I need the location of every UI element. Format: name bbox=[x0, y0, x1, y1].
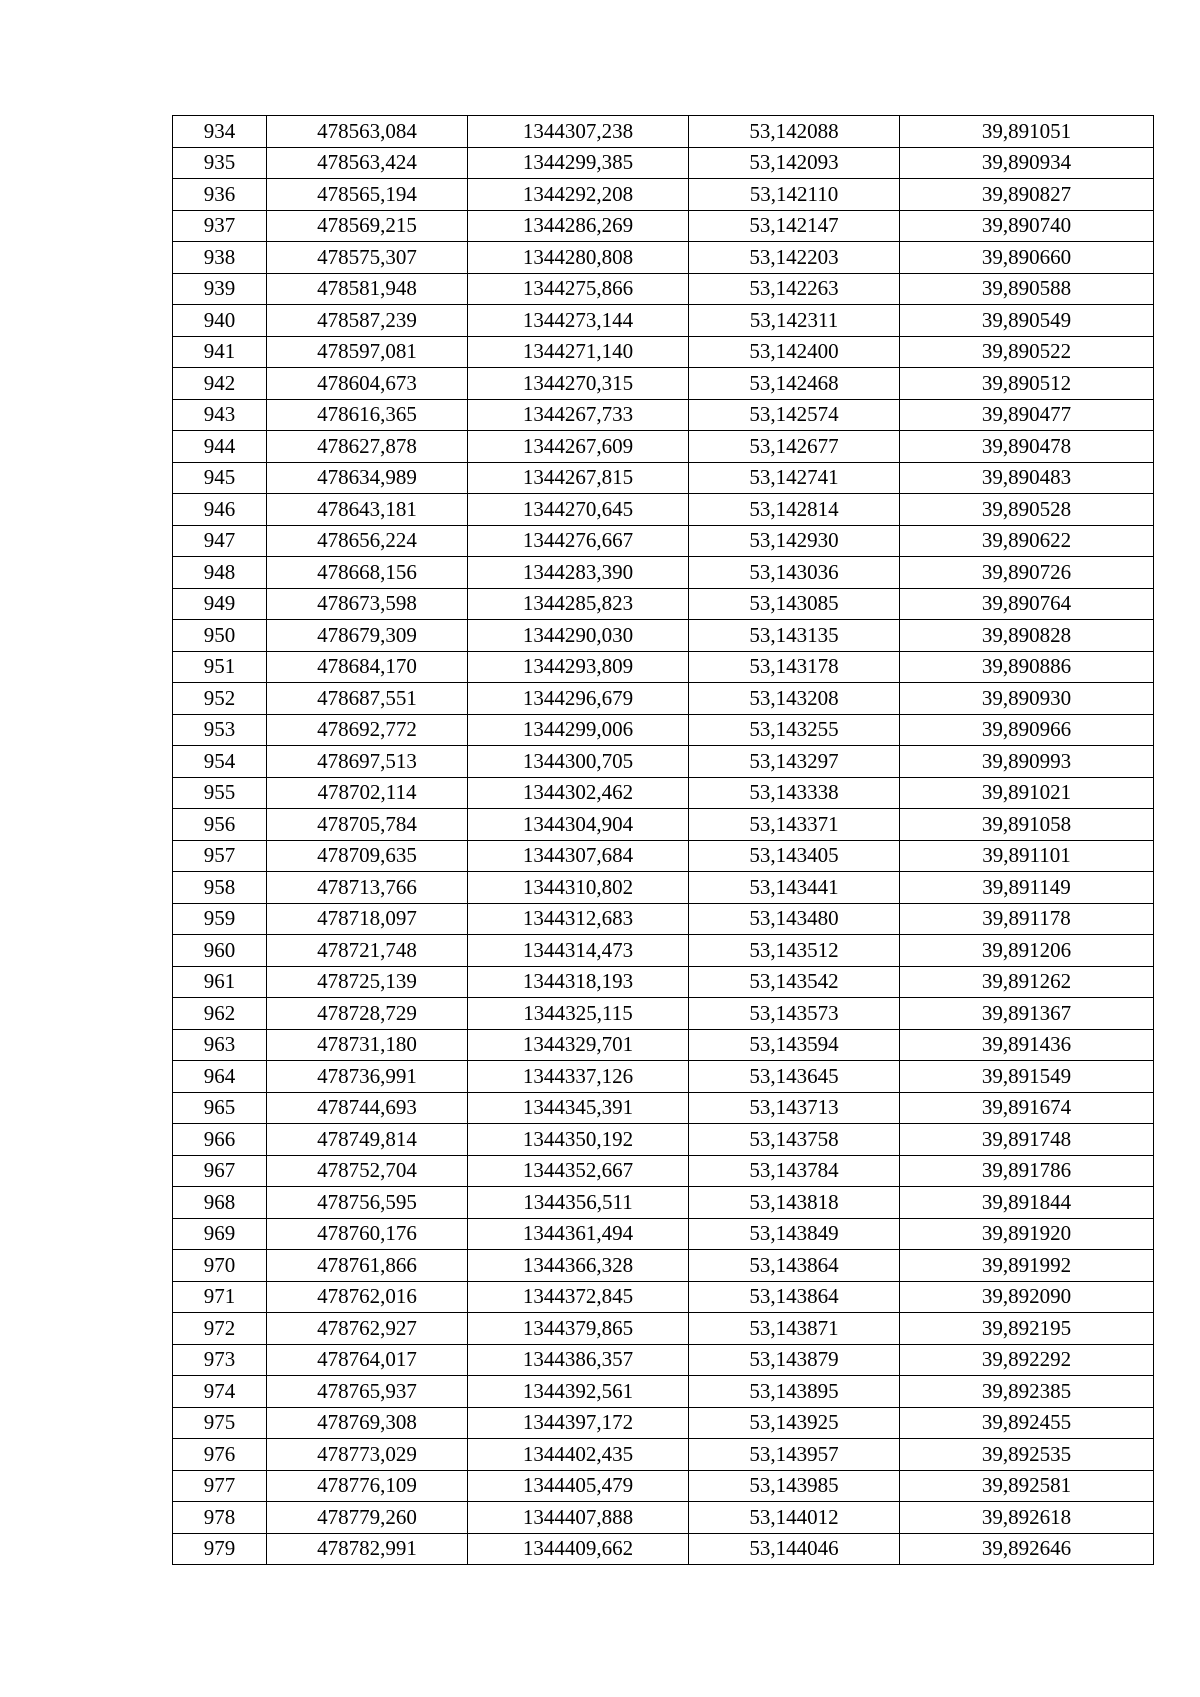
table-row bbox=[173, 210, 1154, 242]
coord-y-cell: 1344267,815 bbox=[468, 462, 689, 494]
latitude-cell: 53,142930 bbox=[689, 525, 900, 557]
table-row bbox=[173, 1092, 1154, 1124]
table-row bbox=[173, 777, 1154, 809]
coord-x-cell: 478749,814 bbox=[267, 1124, 468, 1156]
coord-y-cell: 1344292,208 bbox=[468, 179, 689, 211]
coord-y-cell: 1344299,006 bbox=[468, 714, 689, 746]
point-number-cell: 968 bbox=[173, 1187, 267, 1219]
point-number-cell: 954 bbox=[173, 746, 267, 778]
latitude-cell: 53,143985 bbox=[689, 1470, 900, 1502]
coord-y-cell: 1344407,888 bbox=[468, 1502, 689, 1534]
latitude-cell: 53,143871 bbox=[689, 1313, 900, 1345]
table-row bbox=[173, 242, 1154, 274]
coord-y-cell: 1344356,511 bbox=[468, 1187, 689, 1219]
longitude-cell: 39,892455 bbox=[900, 1407, 1154, 1439]
coord-x-cell: 478692,772 bbox=[267, 714, 468, 746]
latitude-cell: 53,143338 bbox=[689, 777, 900, 809]
point-number-cell: 979 bbox=[173, 1533, 267, 1565]
table-row bbox=[173, 903, 1154, 935]
longitude-cell: 39,892535 bbox=[900, 1439, 1154, 1471]
table-row bbox=[173, 1218, 1154, 1250]
point-number-cell: 951 bbox=[173, 651, 267, 683]
point-number-cell: 943 bbox=[173, 399, 267, 431]
point-number-cell: 960 bbox=[173, 935, 267, 967]
coord-y-cell: 1344397,172 bbox=[468, 1407, 689, 1439]
coord-y-cell: 1344402,435 bbox=[468, 1439, 689, 1471]
table-row bbox=[173, 147, 1154, 179]
latitude-cell: 53,142677 bbox=[689, 431, 900, 463]
coord-x-cell: 478713,766 bbox=[267, 872, 468, 904]
longitude-cell: 39,891786 bbox=[900, 1155, 1154, 1187]
longitude-cell: 39,892195 bbox=[900, 1313, 1154, 1345]
point-number-cell: 936 bbox=[173, 179, 267, 211]
latitude-cell: 53,144012 bbox=[689, 1502, 900, 1534]
longitude-cell: 39,891549 bbox=[900, 1061, 1154, 1093]
latitude-cell: 53,142741 bbox=[689, 462, 900, 494]
longitude-cell: 39,891262 bbox=[900, 966, 1154, 998]
coord-x-cell: 478705,784 bbox=[267, 809, 468, 841]
coord-y-cell: 1344296,679 bbox=[468, 683, 689, 715]
coord-x-cell: 478643,181 bbox=[267, 494, 468, 526]
point-number-cell: 948 bbox=[173, 557, 267, 589]
point-number-cell: 956 bbox=[173, 809, 267, 841]
point-number-cell: 971 bbox=[173, 1281, 267, 1313]
table-row bbox=[173, 872, 1154, 904]
point-number-cell: 969 bbox=[173, 1218, 267, 1250]
coord-y-cell: 1344352,667 bbox=[468, 1155, 689, 1187]
coord-x-cell: 478673,598 bbox=[267, 588, 468, 620]
point-number-cell: 976 bbox=[173, 1439, 267, 1471]
coord-y-cell: 1344386,357 bbox=[468, 1344, 689, 1376]
coord-y-cell: 1344290,030 bbox=[468, 620, 689, 652]
table-row bbox=[173, 305, 1154, 337]
point-number-cell: 939 bbox=[173, 273, 267, 305]
longitude-cell: 39,890886 bbox=[900, 651, 1154, 683]
table-body bbox=[173, 116, 1154, 1565]
longitude-cell: 39,891051 bbox=[900, 116, 1154, 148]
coord-y-cell: 1344285,823 bbox=[468, 588, 689, 620]
point-number-cell: 952 bbox=[173, 683, 267, 715]
coord-x-cell: 478744,693 bbox=[267, 1092, 468, 1124]
coord-x-cell: 478587,239 bbox=[267, 305, 468, 337]
coord-y-cell: 1344310,802 bbox=[468, 872, 689, 904]
latitude-cell: 53,142468 bbox=[689, 368, 900, 400]
coord-x-cell: 478769,308 bbox=[267, 1407, 468, 1439]
coord-y-cell: 1344280,808 bbox=[468, 242, 689, 274]
longitude-cell: 39,890522 bbox=[900, 336, 1154, 368]
table-row bbox=[173, 368, 1154, 400]
coord-x-cell: 478569,215 bbox=[267, 210, 468, 242]
longitude-cell: 39,890828 bbox=[900, 620, 1154, 652]
longitude-cell: 39,891844 bbox=[900, 1187, 1154, 1219]
point-number-cell: 945 bbox=[173, 462, 267, 494]
latitude-cell: 53,143297 bbox=[689, 746, 900, 778]
coord-x-cell: 478779,260 bbox=[267, 1502, 468, 1534]
point-number-cell: 961 bbox=[173, 966, 267, 998]
latitude-cell: 53,142263 bbox=[689, 273, 900, 305]
coord-y-cell: 1344409,662 bbox=[468, 1533, 689, 1565]
latitude-cell: 53,143036 bbox=[689, 557, 900, 589]
longitude-cell: 39,891101 bbox=[900, 840, 1154, 872]
coord-y-cell: 1344276,667 bbox=[468, 525, 689, 557]
longitude-cell: 39,890483 bbox=[900, 462, 1154, 494]
longitude-cell: 39,891748 bbox=[900, 1124, 1154, 1156]
coord-y-cell: 1344314,473 bbox=[468, 935, 689, 967]
longitude-cell: 39,890827 bbox=[900, 179, 1154, 211]
coord-x-cell: 478697,513 bbox=[267, 746, 468, 778]
coord-x-cell: 478728,729 bbox=[267, 998, 468, 1030]
latitude-cell: 53,143542 bbox=[689, 966, 900, 998]
table-row bbox=[173, 494, 1154, 526]
point-number-cell: 963 bbox=[173, 1029, 267, 1061]
coord-x-cell: 478725,139 bbox=[267, 966, 468, 998]
coord-x-cell: 478684,170 bbox=[267, 651, 468, 683]
point-number-cell: 973 bbox=[173, 1344, 267, 1376]
table-row bbox=[173, 399, 1154, 431]
coord-x-cell: 478782,991 bbox=[267, 1533, 468, 1565]
point-number-cell: 937 bbox=[173, 210, 267, 242]
longitude-cell: 39,890934 bbox=[900, 147, 1154, 179]
table-row bbox=[173, 714, 1154, 746]
longitude-cell: 39,890588 bbox=[900, 273, 1154, 305]
point-number-cell: 959 bbox=[173, 903, 267, 935]
latitude-cell: 53,142814 bbox=[689, 494, 900, 526]
coord-y-cell: 1344293,809 bbox=[468, 651, 689, 683]
longitude-cell: 39,890993 bbox=[900, 746, 1154, 778]
longitude-cell: 39,891436 bbox=[900, 1029, 1154, 1061]
point-number-cell: 965 bbox=[173, 1092, 267, 1124]
coord-x-cell: 478736,991 bbox=[267, 1061, 468, 1093]
coord-y-cell: 1344318,193 bbox=[468, 966, 689, 998]
coord-y-cell: 1344379,865 bbox=[468, 1313, 689, 1345]
table-row bbox=[173, 431, 1154, 463]
coord-y-cell: 1344271,140 bbox=[468, 336, 689, 368]
latitude-cell: 53,143895 bbox=[689, 1376, 900, 1408]
coord-y-cell: 1344350,192 bbox=[468, 1124, 689, 1156]
table-row bbox=[173, 840, 1154, 872]
latitude-cell: 53,143957 bbox=[689, 1439, 900, 1471]
coord-x-cell: 478776,109 bbox=[267, 1470, 468, 1502]
coord-y-cell: 1344267,609 bbox=[468, 431, 689, 463]
latitude-cell: 53,142574 bbox=[689, 399, 900, 431]
longitude-cell: 39,891367 bbox=[900, 998, 1154, 1030]
point-number-cell: 955 bbox=[173, 777, 267, 809]
point-number-cell: 957 bbox=[173, 840, 267, 872]
coord-y-cell: 1344361,494 bbox=[468, 1218, 689, 1250]
latitude-cell: 53,143208 bbox=[689, 683, 900, 715]
table-row bbox=[173, 1502, 1154, 1534]
point-number-cell: 964 bbox=[173, 1061, 267, 1093]
latitude-cell: 53,142147 bbox=[689, 210, 900, 242]
coord-y-cell: 1344270,315 bbox=[468, 368, 689, 400]
table-row bbox=[173, 1407, 1154, 1439]
longitude-cell: 39,892385 bbox=[900, 1376, 1154, 1408]
latitude-cell: 53,143925 bbox=[689, 1407, 900, 1439]
longitude-cell: 39,890549 bbox=[900, 305, 1154, 337]
coord-y-cell: 1344267,733 bbox=[468, 399, 689, 431]
longitude-cell: 39,890764 bbox=[900, 588, 1154, 620]
point-number-cell: 949 bbox=[173, 588, 267, 620]
point-number-cell: 972 bbox=[173, 1313, 267, 1345]
latitude-cell: 53,142088 bbox=[689, 116, 900, 148]
longitude-cell: 39,891206 bbox=[900, 935, 1154, 967]
coord-x-cell: 478718,097 bbox=[267, 903, 468, 935]
longitude-cell: 39,890726 bbox=[900, 557, 1154, 589]
table-row bbox=[173, 1470, 1154, 1502]
latitude-cell: 53,143713 bbox=[689, 1092, 900, 1124]
table-row bbox=[173, 966, 1154, 998]
table-row bbox=[173, 1061, 1154, 1093]
latitude-cell: 53,143645 bbox=[689, 1061, 900, 1093]
point-number-cell: 978 bbox=[173, 1502, 267, 1534]
coord-y-cell: 1344372,845 bbox=[468, 1281, 689, 1313]
latitude-cell: 53,142203 bbox=[689, 242, 900, 274]
coord-x-cell: 478634,989 bbox=[267, 462, 468, 494]
latitude-cell: 53,143879 bbox=[689, 1344, 900, 1376]
table-row bbox=[173, 683, 1154, 715]
coord-x-cell: 478762,016 bbox=[267, 1281, 468, 1313]
coord-y-cell: 1344345,391 bbox=[468, 1092, 689, 1124]
table-row bbox=[173, 179, 1154, 211]
coord-y-cell: 1344273,144 bbox=[468, 305, 689, 337]
latitude-cell: 53,143135 bbox=[689, 620, 900, 652]
coord-x-cell: 478731,180 bbox=[267, 1029, 468, 1061]
coord-x-cell: 478563,084 bbox=[267, 116, 468, 148]
table-row bbox=[173, 998, 1154, 1030]
latitude-cell: 53,143818 bbox=[689, 1187, 900, 1219]
table-row bbox=[173, 116, 1154, 148]
point-number-cell: 938 bbox=[173, 242, 267, 274]
table-row bbox=[173, 620, 1154, 652]
latitude-cell: 53,143864 bbox=[689, 1250, 900, 1282]
table-row bbox=[173, 651, 1154, 683]
coord-x-cell: 478627,878 bbox=[267, 431, 468, 463]
table-row bbox=[173, 1281, 1154, 1313]
latitude-cell: 53,143573 bbox=[689, 998, 900, 1030]
coord-x-cell: 478616,365 bbox=[267, 399, 468, 431]
longitude-cell: 39,890528 bbox=[900, 494, 1154, 526]
latitude-cell: 53,143864 bbox=[689, 1281, 900, 1313]
longitude-cell: 39,890622 bbox=[900, 525, 1154, 557]
table-row bbox=[173, 1250, 1154, 1282]
longitude-cell: 39,890478 bbox=[900, 431, 1154, 463]
table-row bbox=[173, 809, 1154, 841]
longitude-cell: 39,892618 bbox=[900, 1502, 1154, 1534]
point-number-cell: 962 bbox=[173, 998, 267, 1030]
latitude-cell: 53,143480 bbox=[689, 903, 900, 935]
table-row bbox=[173, 462, 1154, 494]
latitude-cell: 53,143178 bbox=[689, 651, 900, 683]
point-number-cell: 958 bbox=[173, 872, 267, 904]
table-row bbox=[173, 273, 1154, 305]
point-number-cell: 934 bbox=[173, 116, 267, 148]
coord-x-cell: 478709,635 bbox=[267, 840, 468, 872]
coord-y-cell: 1344307,684 bbox=[468, 840, 689, 872]
coord-y-cell: 1344275,866 bbox=[468, 273, 689, 305]
longitude-cell: 39,891058 bbox=[900, 809, 1154, 841]
longitude-cell: 39,891992 bbox=[900, 1250, 1154, 1282]
table-row bbox=[173, 1029, 1154, 1061]
coord-y-cell: 1344405,479 bbox=[468, 1470, 689, 1502]
coord-x-cell: 478581,948 bbox=[267, 273, 468, 305]
longitude-cell: 39,891149 bbox=[900, 872, 1154, 904]
longitude-cell: 39,890512 bbox=[900, 368, 1154, 400]
longitude-cell: 39,891920 bbox=[900, 1218, 1154, 1250]
coord-x-cell: 478565,194 bbox=[267, 179, 468, 211]
latitude-cell: 53,143255 bbox=[689, 714, 900, 746]
coord-x-cell: 478765,937 bbox=[267, 1376, 468, 1408]
coord-x-cell: 478762,927 bbox=[267, 1313, 468, 1345]
point-number-cell: 947 bbox=[173, 525, 267, 557]
coord-x-cell: 478575,307 bbox=[267, 242, 468, 274]
point-number-cell: 946 bbox=[173, 494, 267, 526]
coordinates-table bbox=[172, 115, 1154, 1565]
coord-x-cell: 478679,309 bbox=[267, 620, 468, 652]
coord-x-cell: 478773,029 bbox=[267, 1439, 468, 1471]
coord-y-cell: 1344312,683 bbox=[468, 903, 689, 935]
coord-x-cell: 478668,156 bbox=[267, 557, 468, 589]
coord-y-cell: 1344283,390 bbox=[468, 557, 689, 589]
point-number-cell: 953 bbox=[173, 714, 267, 746]
coord-y-cell: 1344337,126 bbox=[468, 1061, 689, 1093]
latitude-cell: 53,143512 bbox=[689, 935, 900, 967]
coord-y-cell: 1344392,561 bbox=[468, 1376, 689, 1408]
longitude-cell: 39,892090 bbox=[900, 1281, 1154, 1313]
latitude-cell: 53,143758 bbox=[689, 1124, 900, 1156]
longitude-cell: 39,890477 bbox=[900, 399, 1154, 431]
coord-x-cell: 478702,114 bbox=[267, 777, 468, 809]
point-number-cell: 975 bbox=[173, 1407, 267, 1439]
point-number-cell: 950 bbox=[173, 620, 267, 652]
coord-x-cell: 478761,866 bbox=[267, 1250, 468, 1282]
coord-y-cell: 1344366,328 bbox=[468, 1250, 689, 1282]
latitude-cell: 53,143405 bbox=[689, 840, 900, 872]
table-row bbox=[173, 336, 1154, 368]
point-number-cell: 970 bbox=[173, 1250, 267, 1282]
coord-x-cell: 478756,595 bbox=[267, 1187, 468, 1219]
latitude-cell: 53,142093 bbox=[689, 147, 900, 179]
table-row bbox=[173, 588, 1154, 620]
point-number-cell: 944 bbox=[173, 431, 267, 463]
coord-y-cell: 1344299,385 bbox=[468, 147, 689, 179]
table-row bbox=[173, 525, 1154, 557]
longitude-cell: 39,891674 bbox=[900, 1092, 1154, 1124]
longitude-cell: 39,890660 bbox=[900, 242, 1154, 274]
coord-x-cell: 478764,017 bbox=[267, 1344, 468, 1376]
point-number-cell: 977 bbox=[173, 1470, 267, 1502]
coord-x-cell: 478687,551 bbox=[267, 683, 468, 715]
coord-y-cell: 1344302,462 bbox=[468, 777, 689, 809]
coord-x-cell: 478563,424 bbox=[267, 147, 468, 179]
table-row bbox=[173, 935, 1154, 967]
point-number-cell: 940 bbox=[173, 305, 267, 337]
latitude-cell: 53,142110 bbox=[689, 179, 900, 211]
table-row bbox=[173, 1376, 1154, 1408]
coord-y-cell: 1344300,705 bbox=[468, 746, 689, 778]
latitude-cell: 53,142311 bbox=[689, 305, 900, 337]
table-row bbox=[173, 1533, 1154, 1565]
longitude-cell: 39,891021 bbox=[900, 777, 1154, 809]
coord-x-cell: 478752,704 bbox=[267, 1155, 468, 1187]
point-number-cell: 935 bbox=[173, 147, 267, 179]
latitude-cell: 53,143849 bbox=[689, 1218, 900, 1250]
longitude-cell: 39,892646 bbox=[900, 1533, 1154, 1565]
point-number-cell: 942 bbox=[173, 368, 267, 400]
point-number-cell: 967 bbox=[173, 1155, 267, 1187]
table-row bbox=[173, 1155, 1154, 1187]
point-number-cell: 974 bbox=[173, 1376, 267, 1408]
point-number-cell: 941 bbox=[173, 336, 267, 368]
table-row bbox=[173, 557, 1154, 589]
latitude-cell: 53,143085 bbox=[689, 588, 900, 620]
table-row bbox=[173, 1344, 1154, 1376]
latitude-cell: 53,143594 bbox=[689, 1029, 900, 1061]
table-row bbox=[173, 1439, 1154, 1471]
coord-y-cell: 1344286,269 bbox=[468, 210, 689, 242]
coord-y-cell: 1344304,904 bbox=[468, 809, 689, 841]
latitude-cell: 53,142400 bbox=[689, 336, 900, 368]
point-number-cell: 966 bbox=[173, 1124, 267, 1156]
longitude-cell: 39,890966 bbox=[900, 714, 1154, 746]
table-row bbox=[173, 746, 1154, 778]
coord-x-cell: 478721,748 bbox=[267, 935, 468, 967]
coord-y-cell: 1344307,238 bbox=[468, 116, 689, 148]
coord-x-cell: 478760,176 bbox=[267, 1218, 468, 1250]
table-row bbox=[173, 1313, 1154, 1345]
latitude-cell: 53,144046 bbox=[689, 1533, 900, 1565]
latitude-cell: 53,143371 bbox=[689, 809, 900, 841]
longitude-cell: 39,892292 bbox=[900, 1344, 1154, 1376]
longitude-cell: 39,890740 bbox=[900, 210, 1154, 242]
latitude-cell: 53,143441 bbox=[689, 872, 900, 904]
coord-y-cell: 1344325,115 bbox=[468, 998, 689, 1030]
coord-x-cell: 478597,081 bbox=[267, 336, 468, 368]
coord-y-cell: 1344329,701 bbox=[468, 1029, 689, 1061]
longitude-cell: 39,892581 bbox=[900, 1470, 1154, 1502]
longitude-cell: 39,890930 bbox=[900, 683, 1154, 715]
table-row bbox=[173, 1187, 1154, 1219]
coord-y-cell: 1344270,645 bbox=[468, 494, 689, 526]
latitude-cell: 53,143784 bbox=[689, 1155, 900, 1187]
coord-x-cell: 478604,673 bbox=[267, 368, 468, 400]
longitude-cell: 39,891178 bbox=[900, 903, 1154, 935]
coord-x-cell: 478656,224 bbox=[267, 525, 468, 557]
table-row bbox=[173, 1124, 1154, 1156]
